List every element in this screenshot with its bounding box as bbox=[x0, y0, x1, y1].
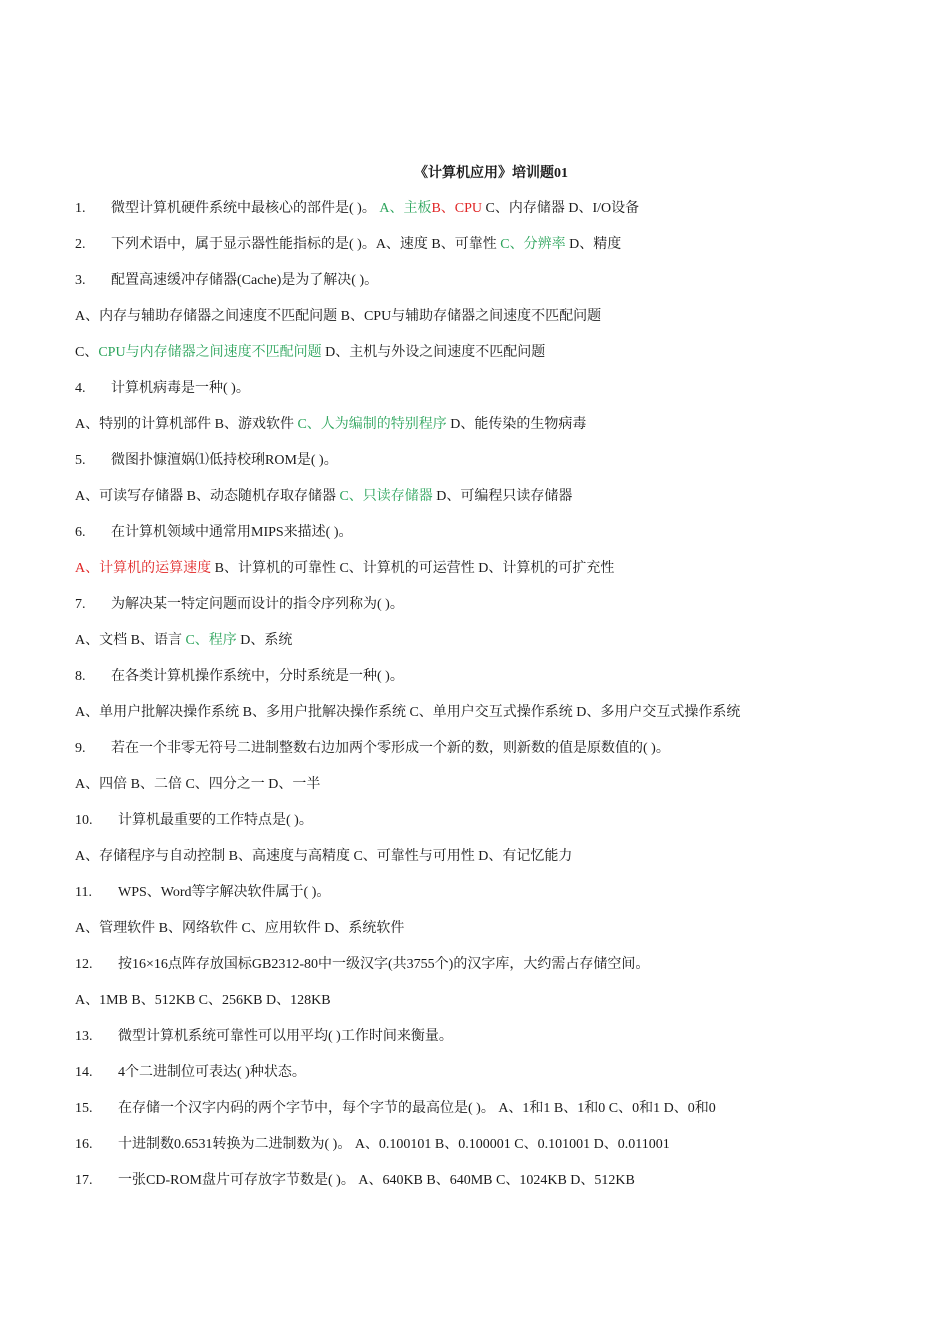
answer-options: B、计算机的可靠性 C、计算机的可运营性 D、计算机的可扩充性 bbox=[214, 561, 615, 576]
question-14 bbox=[75, 1063, 306, 1083]
answer-option-highlight: C、只读存储器 bbox=[339, 489, 433, 504]
answer-option-highlight: B、CPU bbox=[431, 201, 483, 216]
answer-option-highlight: CPU与内存储器之间速度不匹配问题 bbox=[98, 345, 322, 360]
option-label: C、 bbox=[75, 345, 99, 360]
question-number: 16. bbox=[75, 1137, 93, 1152]
question-stem: 微型计算机系统可靠性可以用平均( )工作时间来衡量。 bbox=[118, 1029, 453, 1044]
answer-option-highlight: A、计算机的运算速度 bbox=[75, 561, 212, 576]
question-stem: 按16×16点阵存放国标GB2312-80中一级汉字(共3755个)的汉字库，大约需占存储空间。 bbox=[118, 957, 650, 972]
question-stem: 计算机最重要的工作特点是( )。 bbox=[118, 813, 313, 828]
options-line: A、单用户批解决操作系统 B、多用户批解决操作系统 C、单用户交互式操作系统 D、多用户交互式操作系统 bbox=[75, 705, 741, 720]
question-15 bbox=[75, 1099, 716, 1119]
answer-options: D、主机与外设之间速度不匹配问题 bbox=[325, 345, 546, 360]
question-7 bbox=[75, 595, 404, 615]
question-number: 15. bbox=[75, 1101, 93, 1116]
question-4 bbox=[75, 379, 250, 399]
answer-options: A、文档 B、语言 bbox=[75, 633, 182, 648]
question-11 bbox=[75, 883, 330, 903]
options-line: A、存储程序与自动控制 B、高速度与高精度 C、可靠性与可用性 D、有记忆能力 bbox=[75, 849, 573, 864]
answer-options: D、能传染的生物病毒 bbox=[450, 417, 587, 432]
question-number: 14. bbox=[75, 1065, 93, 1080]
answer-options: C、内存储器 D、I/O设备 bbox=[485, 201, 640, 216]
options-line bbox=[75, 343, 545, 363]
question-number: 6. bbox=[75, 525, 86, 540]
question-12 bbox=[75, 955, 649, 975]
question-stem: 若在一个非零无符号二进制整数右边加两个零形成一个新的数，则新数的值是原数值的( )。 bbox=[111, 741, 670, 756]
answer-options: D、系统 bbox=[240, 633, 293, 648]
question-10 bbox=[75, 811, 313, 831]
question-1 bbox=[75, 199, 639, 219]
question-stem: 下列术语中，属于显示器性能指标的是( )。A、速度 B、可靠性 bbox=[111, 237, 497, 252]
options-line bbox=[75, 559, 614, 579]
answer-option-highlight: C、分辨率 bbox=[500, 237, 566, 252]
question-16 bbox=[75, 1135, 670, 1155]
question-number: 12. bbox=[75, 957, 93, 972]
question-17 bbox=[75, 1171, 635, 1191]
question-5 bbox=[75, 451, 338, 471]
options-line: A、四倍 B、二倍 C、四分之一 D、一半 bbox=[75, 777, 321, 792]
options-line bbox=[75, 415, 586, 435]
page-title: 《计算机应用》培训题01 bbox=[414, 166, 568, 181]
question-stem: 微图扑慷澶娲⑴低持校琍ROM是( )。 bbox=[111, 453, 338, 468]
question-stem: 在计算机领域中通常用MIPS来描述( )。 bbox=[111, 525, 353, 540]
answer-options: A、特别的计算机部件 B、游戏软件 bbox=[75, 417, 294, 432]
question-8 bbox=[75, 667, 404, 687]
question-number: 17. bbox=[75, 1173, 93, 1188]
question-number: 11. bbox=[75, 885, 92, 900]
question-9 bbox=[75, 739, 670, 759]
options-line: A、管理软件 B、网络软件 C、应用软件 D、系统软件 bbox=[75, 921, 405, 936]
question-3 bbox=[75, 271, 378, 291]
question-2 bbox=[75, 235, 621, 255]
question-13 bbox=[75, 1027, 453, 1047]
answer-option-highlight: C、程序 bbox=[185, 633, 237, 648]
question-number: 1. bbox=[75, 201, 86, 216]
question-number: 7. bbox=[75, 597, 86, 612]
question-number: 3. bbox=[75, 273, 86, 288]
question-number: 10. bbox=[75, 813, 93, 828]
question-number: 5. bbox=[75, 453, 86, 468]
question-number: 9. bbox=[75, 741, 86, 756]
question-number: 13. bbox=[75, 1029, 93, 1044]
question-stem: 十进制数0.6531转换为二进制数为( )。 A、0.100101 B、0.100001 C、0.101001 D、0.011001 bbox=[118, 1137, 670, 1152]
question-number: 4. bbox=[75, 381, 86, 396]
question-stem: 配置高速缓冲存储器(Cache)是为了解决( )。 bbox=[111, 273, 379, 288]
question-stem: 4个二进制位可表达( )种状态。 bbox=[118, 1065, 306, 1080]
answer-option-highlight: C、人为编制的特别程序 bbox=[297, 417, 447, 432]
options-line: A、1MB B、512KB C、256KB D、128KB bbox=[75, 993, 331, 1008]
options-line bbox=[75, 631, 292, 651]
question-6 bbox=[75, 523, 353, 543]
question-stem: 一张CD-ROM盘片可存放字节数是( )。 A、640KB B、640MB C、1024KB D、512KB bbox=[118, 1173, 635, 1188]
question-stem: WPS、Word等字解决软件属于( )。 bbox=[118, 885, 331, 900]
question-stem: 微型计算机硬件系统中最核心的部件是( )。 bbox=[111, 201, 376, 216]
options-line: A、内存与辅助存储器之间速度不匹配问题 B、CPU与辅助存储器之间速度不匹配问题 bbox=[75, 309, 602, 324]
answer-options: D、可编程只读存储器 bbox=[436, 489, 573, 504]
question-number: 2. bbox=[75, 237, 86, 252]
options-line bbox=[75, 487, 572, 507]
answer-option-highlight: A、主板 bbox=[379, 201, 432, 216]
answer-options: D、精度 bbox=[569, 237, 622, 252]
question-stem: 为解决某一特定问题而设计的指令序列称为( )。 bbox=[111, 597, 404, 612]
question-number: 8. bbox=[75, 669, 86, 684]
question-stem: 在存储一个汉字内码的两个字节中，每个字节的最高位是( )。 A、1和1 B、1和0 C、0和1 D、0和0 bbox=[118, 1101, 716, 1116]
answer-options: A、可读写存储器 B、动态随机存取存储器 bbox=[75, 489, 336, 504]
question-stem: 在各类计算机操作系统中，分时系统是一种( )。 bbox=[111, 669, 404, 684]
question-stem: 计算机病毒是一种( )。 bbox=[111, 381, 250, 396]
